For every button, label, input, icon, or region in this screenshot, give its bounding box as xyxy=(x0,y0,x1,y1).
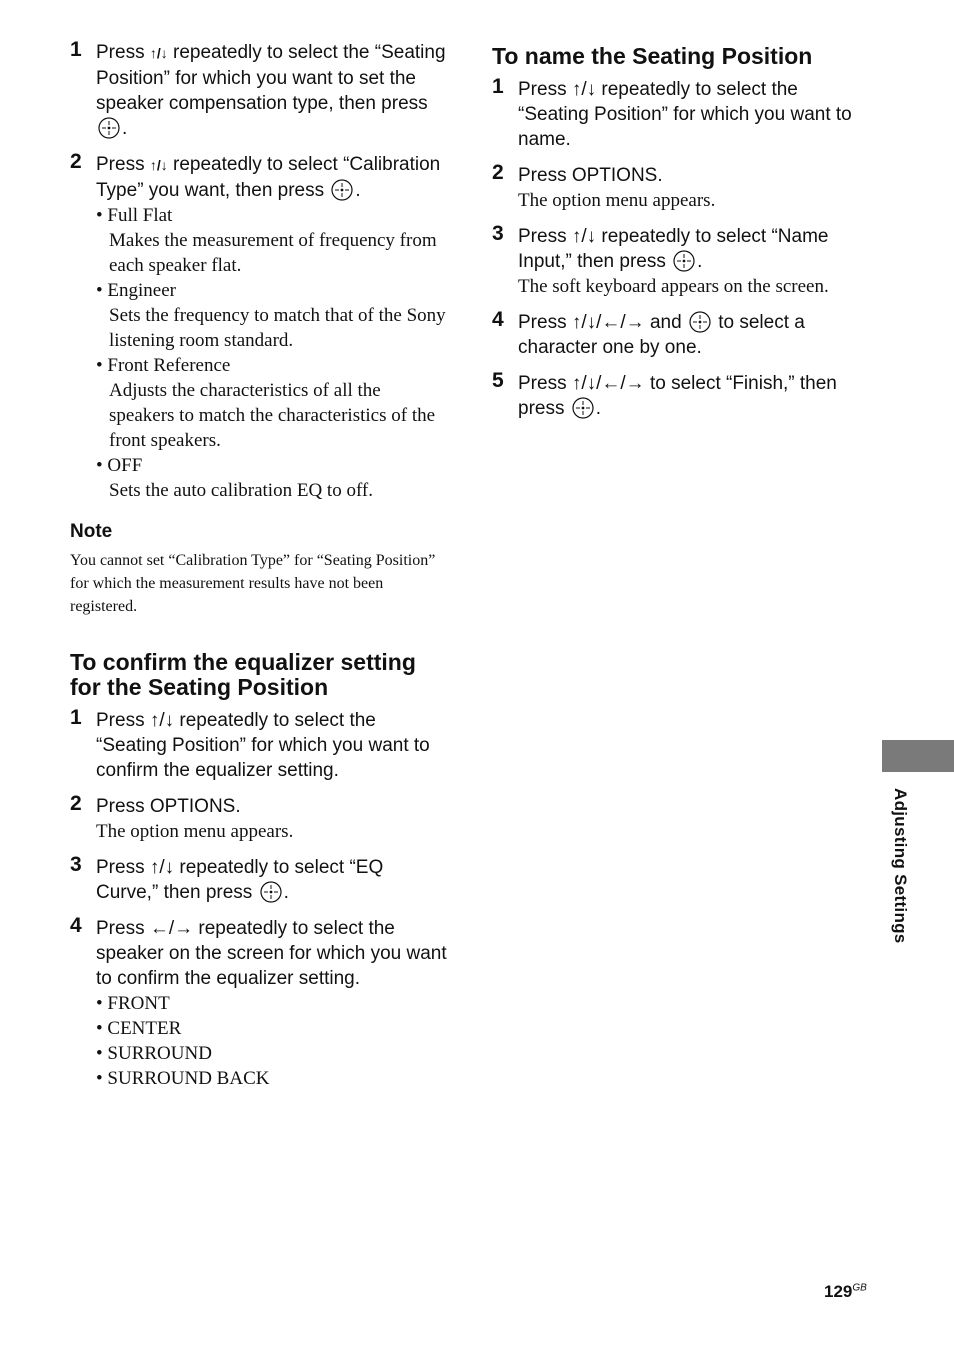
chapter-tab xyxy=(882,740,954,772)
step-number: 1 xyxy=(492,75,504,98)
step-text: Press OPTIONS. xyxy=(518,165,663,186)
list-item: • OFF Sets the auto calibration EQ to off. xyxy=(96,453,450,503)
step-number: 5 xyxy=(492,369,504,392)
list-item: • SURROUND BACK xyxy=(96,1066,450,1091)
enter-button-icon xyxy=(572,397,594,419)
step-text: Press ↑/↓ repeatedly to select the “Seating Position” for which you want to confirm the equalizer setting. xyxy=(96,710,430,781)
step-5-finish: 5 Press ↑/↓/←/→ to select “Finish,” then press . xyxy=(492,369,837,419)
step-number: 3 xyxy=(492,222,504,245)
step-2-options xyxy=(70,794,450,844)
step-text: to select a character one by one. xyxy=(518,312,805,358)
step-text: Press ↑/↓ repeatedly to select “Name Input,” then press xyxy=(518,226,829,272)
step-2-options xyxy=(492,163,872,213)
enter-button-icon xyxy=(673,250,695,272)
section-title-confirm-eq: To confirm the equalizer setting for the Seating Position xyxy=(70,649,416,700)
right-column xyxy=(492,44,872,432)
enter-button-icon xyxy=(98,117,120,139)
step-4-select-speaker xyxy=(70,916,450,1091)
list-item: • Full Flat Makes the measurement of frequency from each speaker flat. xyxy=(96,203,450,278)
step-text: Press ↑/↓ repeatedly to select the “Seating Position” for which you want to name. xyxy=(518,79,852,150)
step-4-select-character xyxy=(492,310,872,360)
step-number: 2 xyxy=(70,150,82,173)
speaker-list xyxy=(96,991,450,1091)
step-3-name-input: 3 Press ↑/↓ repeatedly to select “Name Input,” then press . The soft keyboard appears on the screen. xyxy=(492,224,872,299)
step-result: The soft keyboard appears on the screen. xyxy=(518,276,829,297)
step-text: Press xyxy=(96,42,150,63)
list-item: • CENTER xyxy=(96,1016,450,1041)
list-item: • FRONT xyxy=(96,991,450,1016)
list-item: • SURROUND xyxy=(96,1041,450,1066)
enter-button-icon xyxy=(331,179,353,201)
chapter-label: Adjusting Settings xyxy=(891,788,910,944)
left-column xyxy=(70,40,450,1102)
step-result: The option menu appears. xyxy=(518,190,716,211)
step-text: Press ↑/↓ repeatedly to select “EQ Curve,” then press xyxy=(96,857,384,903)
step-text: repeatedly to select the “Seating Position” for which you want to set the speaker compensation type, then press xyxy=(96,42,446,114)
step-text: Press ↑/↓/←/→ and xyxy=(518,312,682,333)
up-down-arrows-icon: ↑/↓ xyxy=(149,157,168,173)
step-1-select-seating: 1 Press ↑/↓ repeatedly to select the “Seating Position” for which you want to set the speaker compensation type, then press . xyxy=(70,38,446,139)
step-1-name xyxy=(492,77,872,152)
page-suffix: GB xyxy=(852,1282,867,1294)
step-number: 2 xyxy=(70,792,82,815)
step-number: 4 xyxy=(70,914,82,937)
step-number: 1 xyxy=(70,706,82,729)
note-heading: Note xyxy=(70,521,113,542)
step-result: The option menu appears. xyxy=(96,821,294,842)
note-text: You cannot set “Calibration Type” for “Seating Position” for which the measurement results have not been registered. xyxy=(70,552,436,615)
step-3-eq-curve: 3 Press ↑/↓ repeatedly to select “EQ Curve,” then press . xyxy=(70,853,384,903)
step-text: Press OPTIONS. xyxy=(96,796,241,817)
up-down-arrows-icon: ↑/↓ xyxy=(149,45,168,61)
page-number: $129^{GB}$ xyxy=(824,1282,867,1301)
list-item: • Engineer Sets the frequency to match that of the Sony listening room standard. xyxy=(96,278,450,353)
step-number: 3 xyxy=(70,853,82,876)
step-number: 4 xyxy=(492,308,504,331)
step-text: Press ←/→ repeatedly to select the speaker on the screen for which you want to confirm the equalizer setting. xyxy=(96,918,447,989)
step-text: Press ↑/↓/←/→ to select “Finish,” then press xyxy=(518,373,837,419)
section-title-name-seating: To name the Seating Position xyxy=(492,43,813,69)
enter-button-icon xyxy=(689,311,711,333)
step-1-confirm xyxy=(70,708,450,783)
step-2-calibration-type: 2 Press ↑/↓ repeatedly to select “Calibration Type” you want, then press . • Full Flat Makes the measurement of frequency from each speaker flat. • Engineer Sets the frequency to match that of the Sony listening room standard. • Front Reference Adjusts the characteristics of all the speakers to match the characteristics of the front speakers. • OFF Sets the auto calibration EQ to off. xyxy=(70,152,450,503)
step-number: 2 xyxy=(492,161,504,184)
list-item: • Front Reference Adjusts the characteristics of all the speakers to match the characteristics of the front speakers. xyxy=(96,353,450,453)
enter-button-icon xyxy=(260,881,282,903)
step-number: 1 xyxy=(70,38,82,61)
calibration-options-list xyxy=(96,203,450,503)
